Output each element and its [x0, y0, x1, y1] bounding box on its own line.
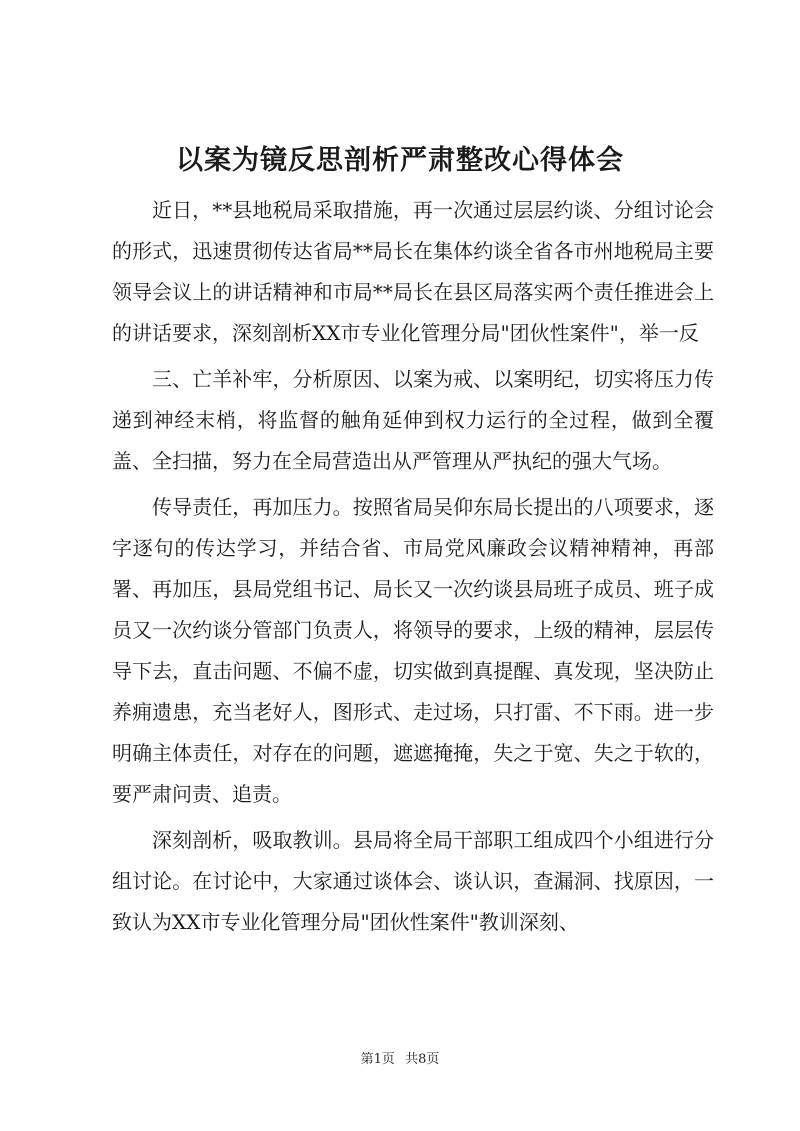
paragraph: 传导责任，再加压力。按照省局吴仰东局长提出的八项要求，逐字逐句的传达学习，并结合省、市局党风廉政会议精神精神，再部署、再加压，县局党组书记、局长又一次约谈县局班子成员、班子成员又一次约谈分管部门负责人，将领导的要求，上级的精神，层层传导下去，直击问题、不偏不虚，切实做到真提醒、真发现，坚决防止养痈遗患，充当老好人，图形式、走过场，只打雷、不下雨。进一步明确主体责任，对存在的问题，遮遮掩掩，失之于宽、失之于软的，要严肃问责、追责。 [112, 495, 714, 806]
paragraph: 三、亡羊补牢，分析原因、以案为戒、以案明纪，切实将压力传递到神经末梢，将监督的触角延伸到权力运行的全过程，做到全覆盖、全扫描，努力在全局营造出从严管理从严执纪的强大气场。 [112, 367, 714, 473]
paragraph: 深刻剖析，吸取教训。县局将全局干部职工组成四个小组进行分组讨论。在讨论中，大家通过谈体会、谈认识，查漏洞、找原因，一致认为XX市专业化管理分局"团伙性案件"教训深刻、 [112, 828, 714, 934]
page-total: 共8页 [405, 1052, 440, 1067]
document-title: 以案为镜反思剖析严肃整改心得体会 [176, 145, 624, 176]
document-body [112, 190, 714, 948]
page-footer [0, 1048, 800, 1067]
page-number: 第1页 [360, 1052, 395, 1067]
paragraph: 近日，**县地税局采取措施，再一次通过层层约谈、分组讨论会的形式，迅速贯彻传达省局**局长在集体约谈全省各市州地税局主要领导会议上的讲话精神和市局**局长在县区局落实两个责任推进会上的讲话要求，深刻剖析XX市专业化管理分局"团伙性案件"，举一反 [112, 198, 714, 345]
